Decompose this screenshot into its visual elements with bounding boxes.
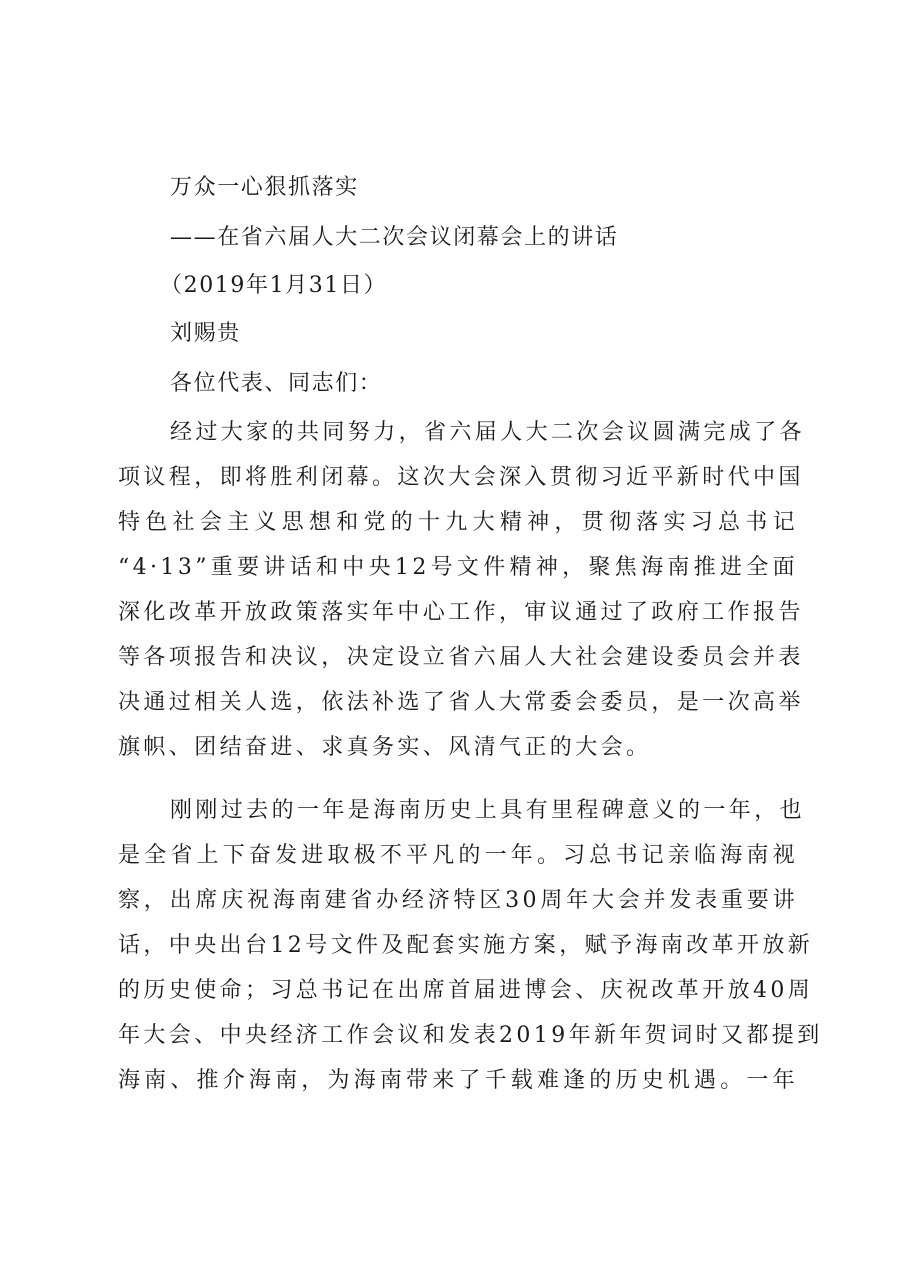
salutation: 各位代表、同志们： <box>170 371 383 396</box>
paragraph-line: 深化改革开放政策落实年中心工作，审议通过了政府工作报告 <box>118 600 804 625</box>
paragraph-line: 察，出席庆祝海南建省办经济特区30周年大会并发表重要讲 <box>118 888 798 913</box>
paragraph-line: 的历史使命；习总书记在出席首届进博会、庆祝改革开放40周 <box>118 978 814 1003</box>
paragraph-line: “4·13”重要讲话和中央12号文件精神，聚焦海南推进全面 <box>118 555 798 580</box>
document-author: 刘赐贵 <box>170 321 241 346</box>
paragraph-2 <box>118 788 823 1103</box>
paragraph-1 <box>118 410 806 770</box>
paragraph-line: 刚刚过去的一年是海南历史上具有里程碑意义的一年，也 <box>170 798 806 823</box>
document-date: （2019年1月31日） <box>160 273 388 298</box>
paragraph-line: 话，中央出台12号文件及配套实施方案，赋予海南改革开放新 <box>118 933 814 958</box>
paragraph-line: 旗帜、团结奋进、求真务实、风清气正的大会。 <box>118 735 652 760</box>
paragraph-line: 经过大家的共同努力，省六届人大二次会议圆满完成了各 <box>170 420 806 445</box>
document-subtitle: ——在省六届人大二次会议闭幕会上的讲话 <box>170 225 619 250</box>
paragraph-line: 特色社会主义思想和党的十九大精神，贯彻落实习总书记 <box>118 510 798 535</box>
paragraph-line: 海南、推介海南，为海南带来了千载难逢的历史机遇。一年 <box>118 1068 798 1093</box>
paragraph-line: 年大会、中央经济工作会议和发表2019年新年贺词时又都提到 <box>118 1023 823 1048</box>
paragraph-line: 项议程，即将胜利闭幕。这次大会深入贯彻习近平新时代中国 <box>118 465 804 490</box>
document-title: 万众一心狠抓落实 <box>170 175 359 200</box>
paragraph-line: 是全省上下奋发进取极不平凡的一年。习总书记亲临海南视 <box>118 843 798 868</box>
paragraph-line: 决通过相关人选，依法补选了省人大常委会委员，是一次高举 <box>118 690 804 715</box>
paragraph-line: 等各项报告和决议，决定设立省六届人大社会建设委员会并表 <box>118 645 804 670</box>
